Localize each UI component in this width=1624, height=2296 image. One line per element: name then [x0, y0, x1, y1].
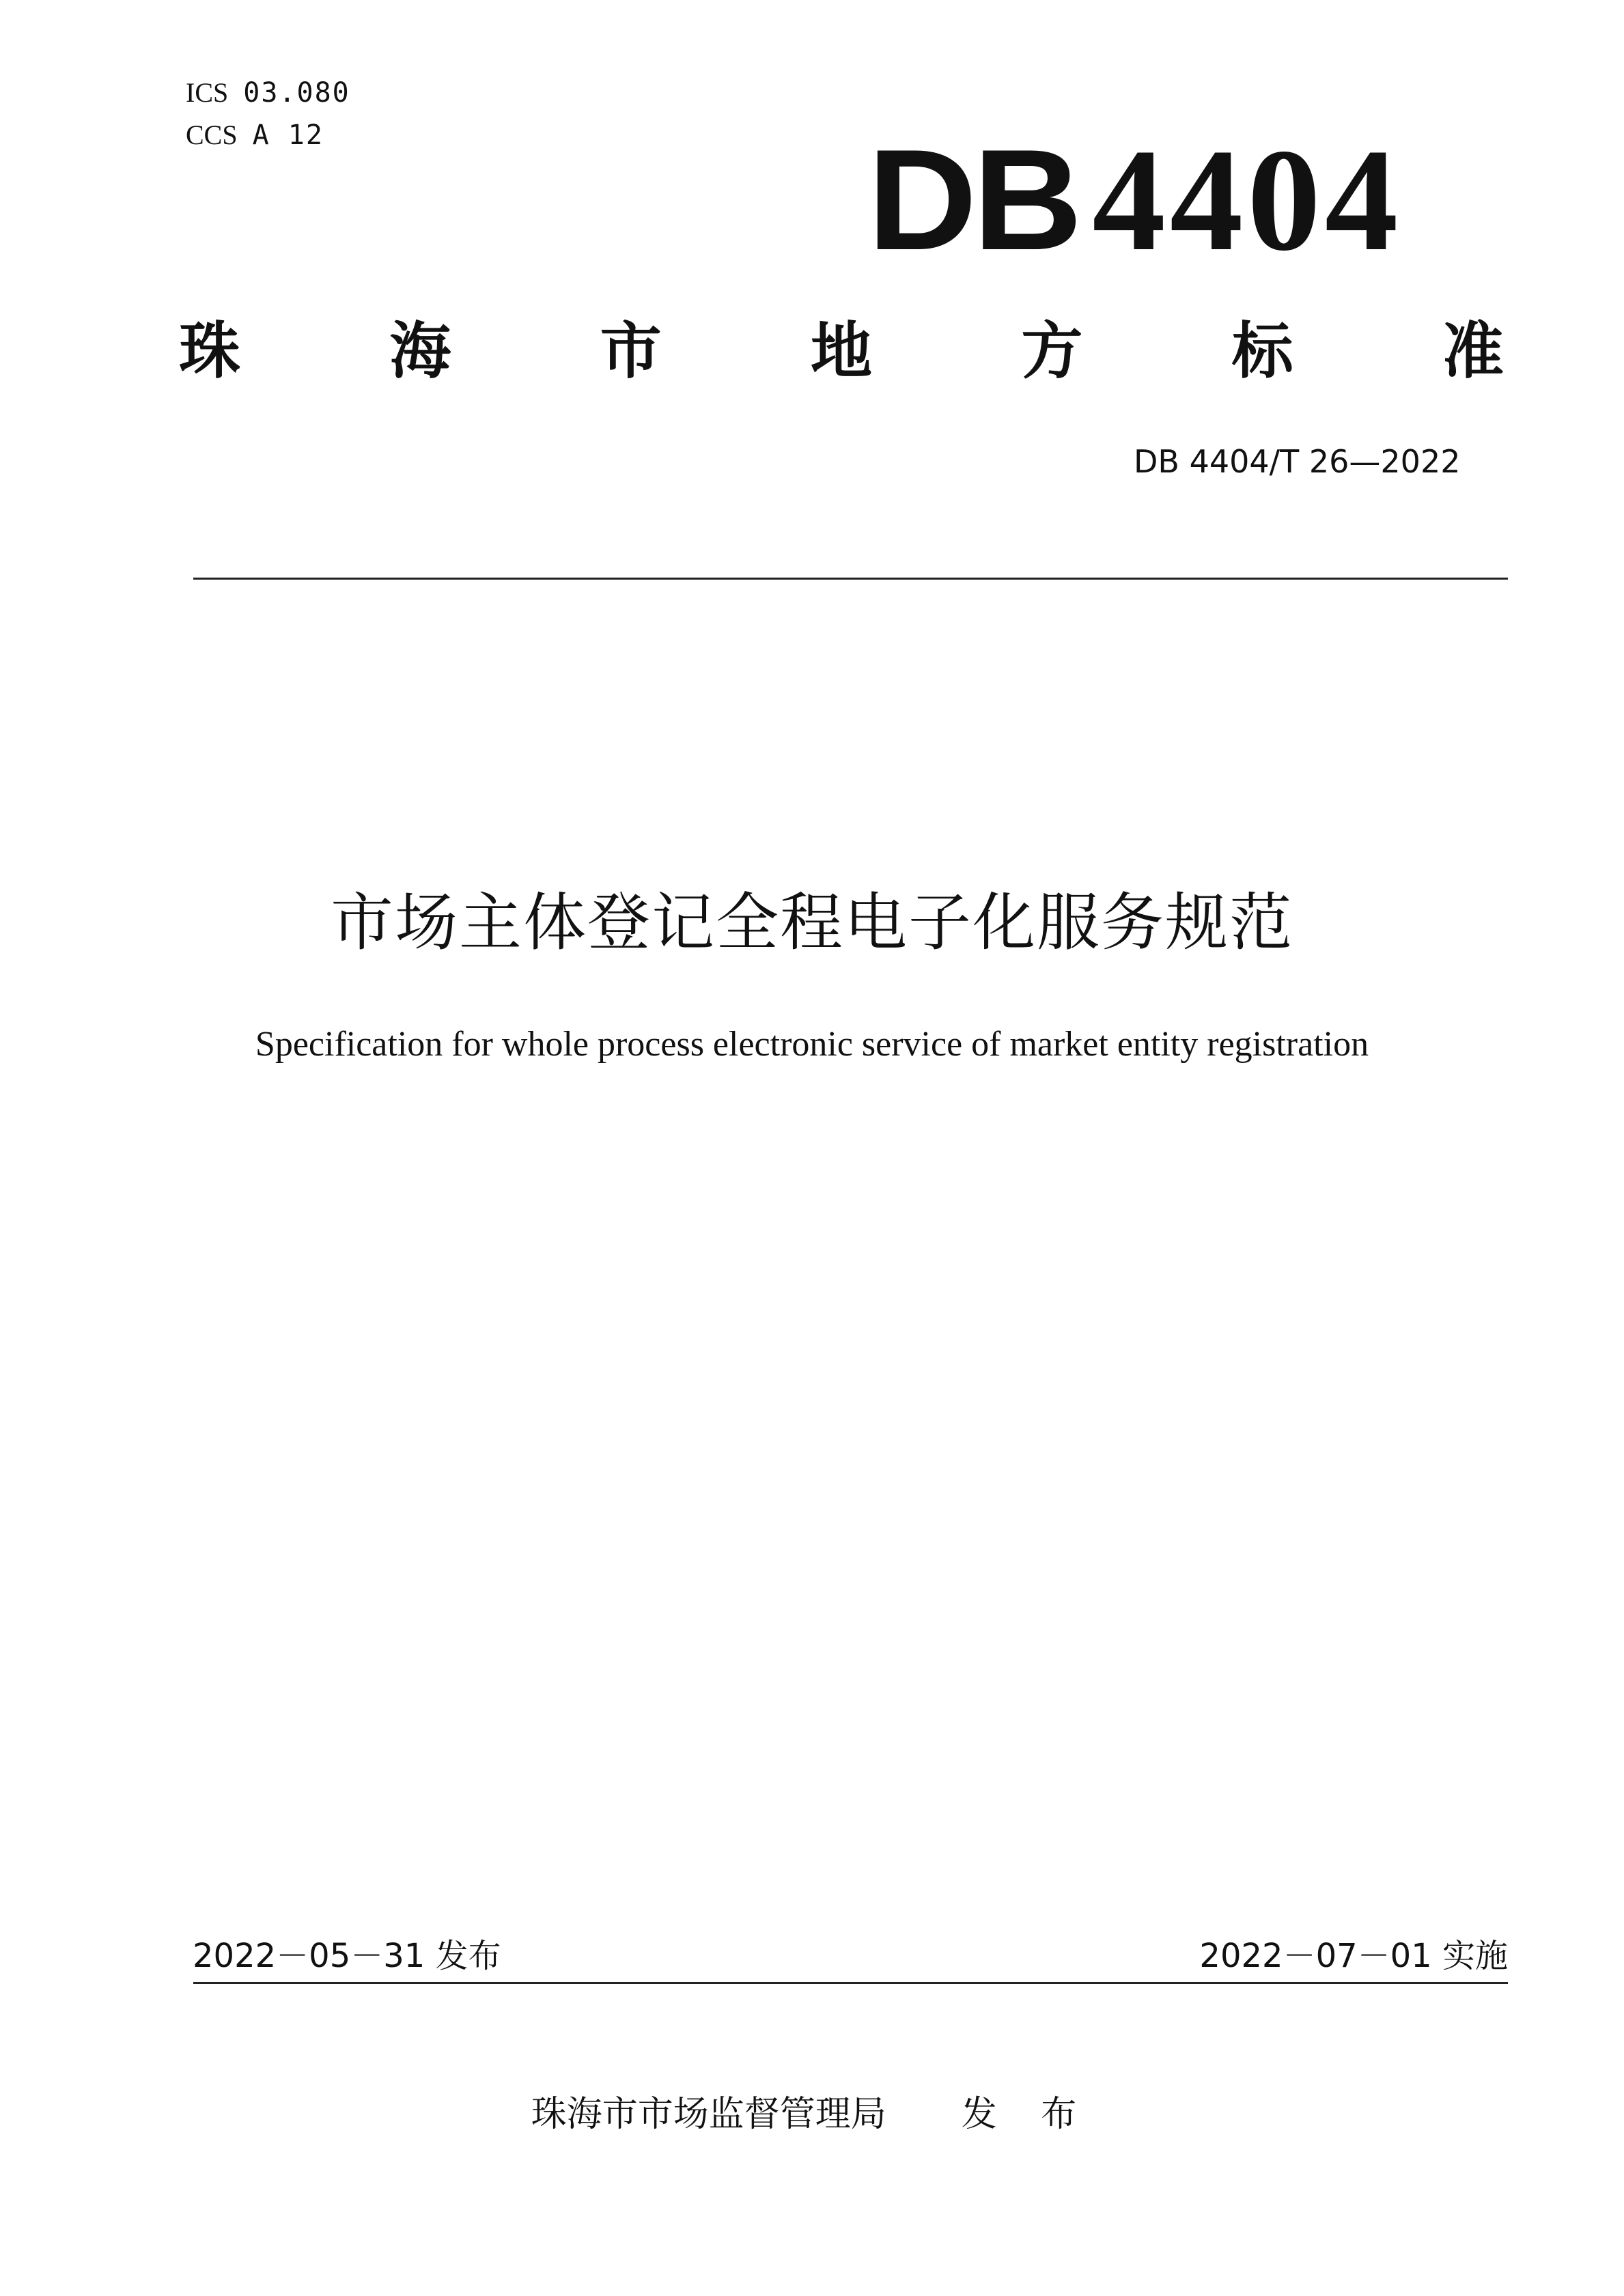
db-region-number: 4404: [1092, 118, 1403, 281]
publish-label: 发 布: [961, 2094, 1093, 2135]
publish-date: 2022－05－31 发布: [193, 1937, 501, 1975]
ccs-value: A 12: [252, 119, 324, 151]
implement-date: 2022－07－01 实施: [1199, 1937, 1508, 1975]
ccs-classification: [186, 119, 324, 152]
local-standard-heading: [179, 314, 1504, 389]
document-title-zh: 市场主体登记全程电子化服务规范: [330, 886, 1293, 959]
local-standard-char: 市: [600, 315, 662, 387]
document-title-en: Specification for whole process electronic service of market entity registration: [255, 1025, 1369, 1064]
local-standard-char: 地: [810, 315, 872, 387]
local-standard-char: 珠: [179, 315, 240, 387]
db-code-mark: [867, 118, 1407, 281]
local-standard-char: 准: [1442, 315, 1504, 387]
ccs-label: CCS: [186, 119, 238, 150]
top-divider: [193, 578, 1508, 580]
local-standard-char: 标: [1231, 315, 1293, 387]
standard-number: DB 4404/T 26—2022: [1134, 443, 1461, 480]
bottom-divider: [193, 1982, 1508, 1984]
ics-value: 03.080: [243, 77, 350, 109]
publisher-org: 珠海市市场监督管理局: [531, 2094, 886, 2135]
ics-label: ICS: [186, 77, 229, 108]
local-standard-char: 方: [1021, 315, 1083, 387]
local-standard-char: 海: [389, 315, 451, 387]
publisher-line: [0, 2092, 1624, 2137]
db-prefix: DB: [867, 119, 1078, 280]
ics-classification: [186, 76, 350, 109]
